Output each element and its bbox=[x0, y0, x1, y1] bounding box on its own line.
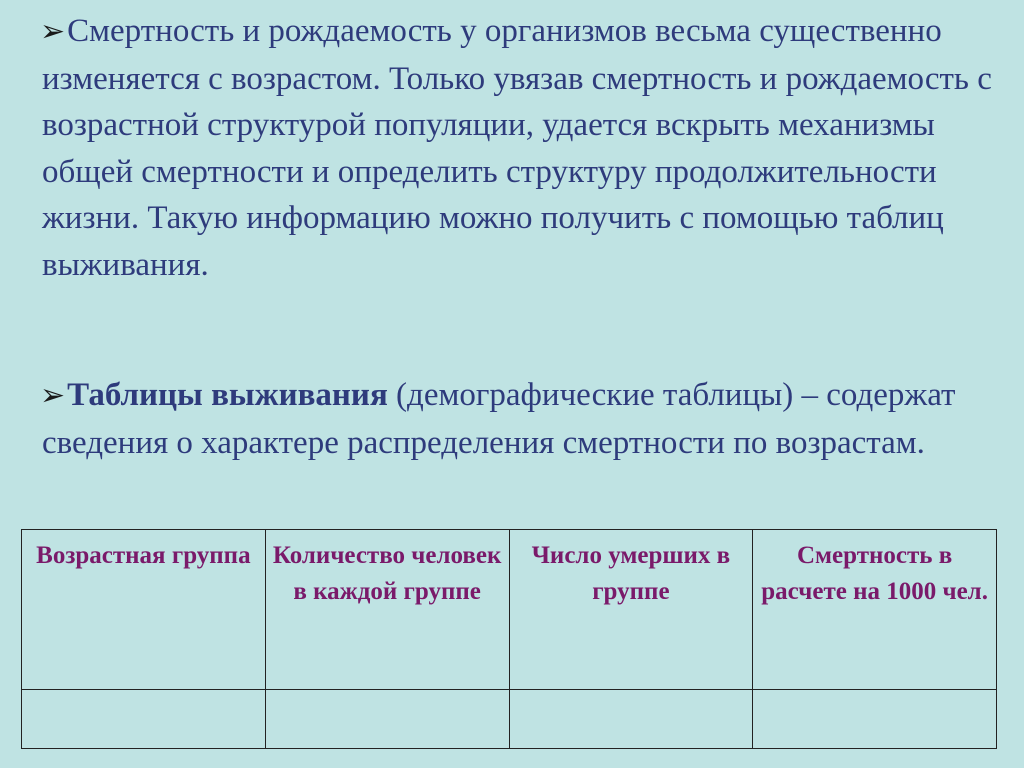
table-cell bbox=[509, 690, 753, 749]
table-cell bbox=[22, 690, 266, 749]
arrow-bullet-icon: ➢ bbox=[40, 379, 66, 412]
paragraph-1 bbox=[42, 8, 1012, 288]
table-row bbox=[22, 690, 997, 749]
header-people-count: Количество человек в каждой группе bbox=[265, 530, 509, 690]
header-deaths-count: Число умерших в группе bbox=[509, 530, 753, 690]
survival-tables-term: Таблицы выживания bbox=[67, 377, 388, 413]
paragraph-2-text: (демографические таблицы) – содержат сведения о характере распределения смертности по возрастам. bbox=[42, 377, 956, 461]
survival-table bbox=[21, 529, 997, 749]
header-mortality-per-1000: Смертность в расчете на 1000 чел. bbox=[753, 530, 997, 690]
paragraph-1-text: Смертность и рождаемость у организмов весьма существенно изменяется с возрастом. Только увязав смертность и рождаемость с возрастной структурой популяции, удается вскрыть механизмы общей смертности и определить структуру продолжительности жизни. Такую информацию можно получить с помощью таблиц выживания. bbox=[42, 13, 992, 283]
header-age-group: Возрастная группа bbox=[22, 530, 266, 690]
table-cell bbox=[265, 690, 509, 749]
paragraph-2 bbox=[42, 372, 1012, 466]
arrow-bullet-icon: ➢ bbox=[40, 15, 66, 48]
table-header-row bbox=[22, 530, 997, 690]
table-cell bbox=[753, 690, 997, 749]
